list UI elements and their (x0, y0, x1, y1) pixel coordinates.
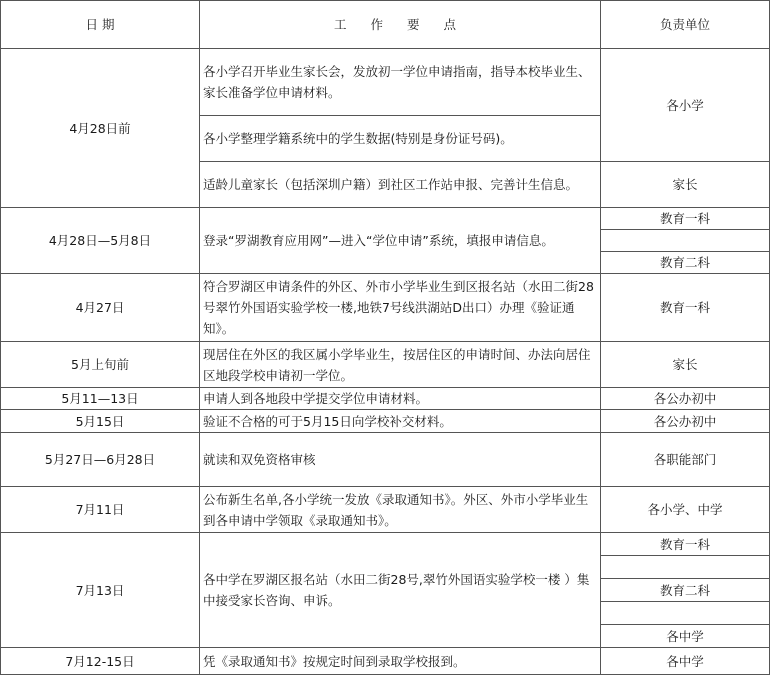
row-date: 7月13日 (1, 533, 200, 648)
row-unit-empty (601, 602, 770, 625)
row-unit: 教育一科 (601, 533, 770, 556)
row-unit: 各小学、中学 (601, 487, 770, 533)
row-unit: 教育二科 (601, 252, 770, 274)
row-task: 申请人到各地段中学提交学位申请材料。 (200, 388, 601, 410)
row-date: 7月12-15日 (1, 648, 200, 675)
row-date: 7月11日 (1, 487, 200, 533)
table-row (1, 342, 770, 388)
row-date: 5月11—13日 (1, 388, 200, 410)
row-date: 4月27日 (1, 274, 200, 342)
row-unit: 各职能部门 (601, 433, 770, 487)
row-unit: 各中学 (601, 648, 770, 675)
row-unit: 家长 (601, 342, 770, 388)
header-task: 工 作 要 点 (200, 1, 601, 49)
row-task: 各中学在罗湖区报名站（水田二街28号,翠竹外国语实验学校一楼 ）集中接受家长咨询、申诉。 (200, 533, 601, 648)
row-unit: 教育二科 (601, 579, 770, 602)
row-unit: 教育一科 (601, 274, 770, 342)
row-unit: 家长 (601, 162, 770, 208)
row-task: 验证不合格的可于5月15日向学校补交材料。 (200, 410, 601, 433)
row-unit: 各中学 (601, 625, 770, 648)
row-unit: 各公办初中 (601, 410, 770, 433)
header-date: 日 期 (1, 1, 200, 49)
table-row (1, 487, 770, 533)
table-row (1, 274, 770, 342)
row-task: 就读和双免资格审核 (200, 433, 601, 487)
row-task: 现居住在外区的我区属小学毕业生，按居住区的申请时间、办法向居住区地段学校申请初一学位。 (200, 342, 601, 388)
row-date: 5月15日 (1, 410, 200, 433)
table-row (1, 648, 770, 675)
row-unit: 各小学 (601, 49, 770, 162)
row-unit: 教育一科 (601, 208, 770, 230)
table-row (1, 208, 770, 230)
row-unit-empty (601, 556, 770, 579)
table-row (1, 433, 770, 487)
table-row (1, 410, 770, 433)
header-row (1, 1, 770, 49)
row-date: 5月上旬前 (1, 342, 200, 388)
row-task: 适龄儿童家长（包括深圳户籍）到社区工作站申报、完善计生信息。 (200, 162, 601, 208)
row-date: 5月27日—6月28日 (1, 433, 200, 487)
table-row (1, 388, 770, 410)
row-task: 公布新生名单,各小学统一发放《录取通知书》。外区、外市小学毕业生到各申请中学领取《录取通知书》。 (200, 487, 601, 533)
row-date: 4月28日—5月8日 (1, 208, 200, 274)
row-unit-empty (601, 230, 770, 252)
row-unit: 各公办初中 (601, 388, 770, 410)
table-row (1, 49, 770, 116)
row-task: 登录“罗湖教育应用网”—进入“学位申请”系统，填报申请信息。 (200, 208, 601, 274)
table-row (1, 533, 770, 556)
row-task: 凭《录取通知书》按规定时间到录取学校报到。 (200, 648, 601, 675)
row-task: 符合罗湖区申请条件的外区、外市小学毕业生到区报名站（水田二街28号翠竹外国语实验学校一楼,地铁7号线洪湖站D出口）办理《验证通知》。 (200, 274, 601, 342)
row-task: 各小学召开毕业生家长会，发放初一学位申请指南，指导本校毕业生、家长准备学位申请材料。 (200, 49, 601, 116)
row-task: 各小学整理学籍系统中的学生数据(特别是身份证号码)。 (200, 116, 601, 162)
header-unit: 负责单位 (601, 1, 770, 49)
row-date: 4月28日前 (1, 49, 200, 208)
